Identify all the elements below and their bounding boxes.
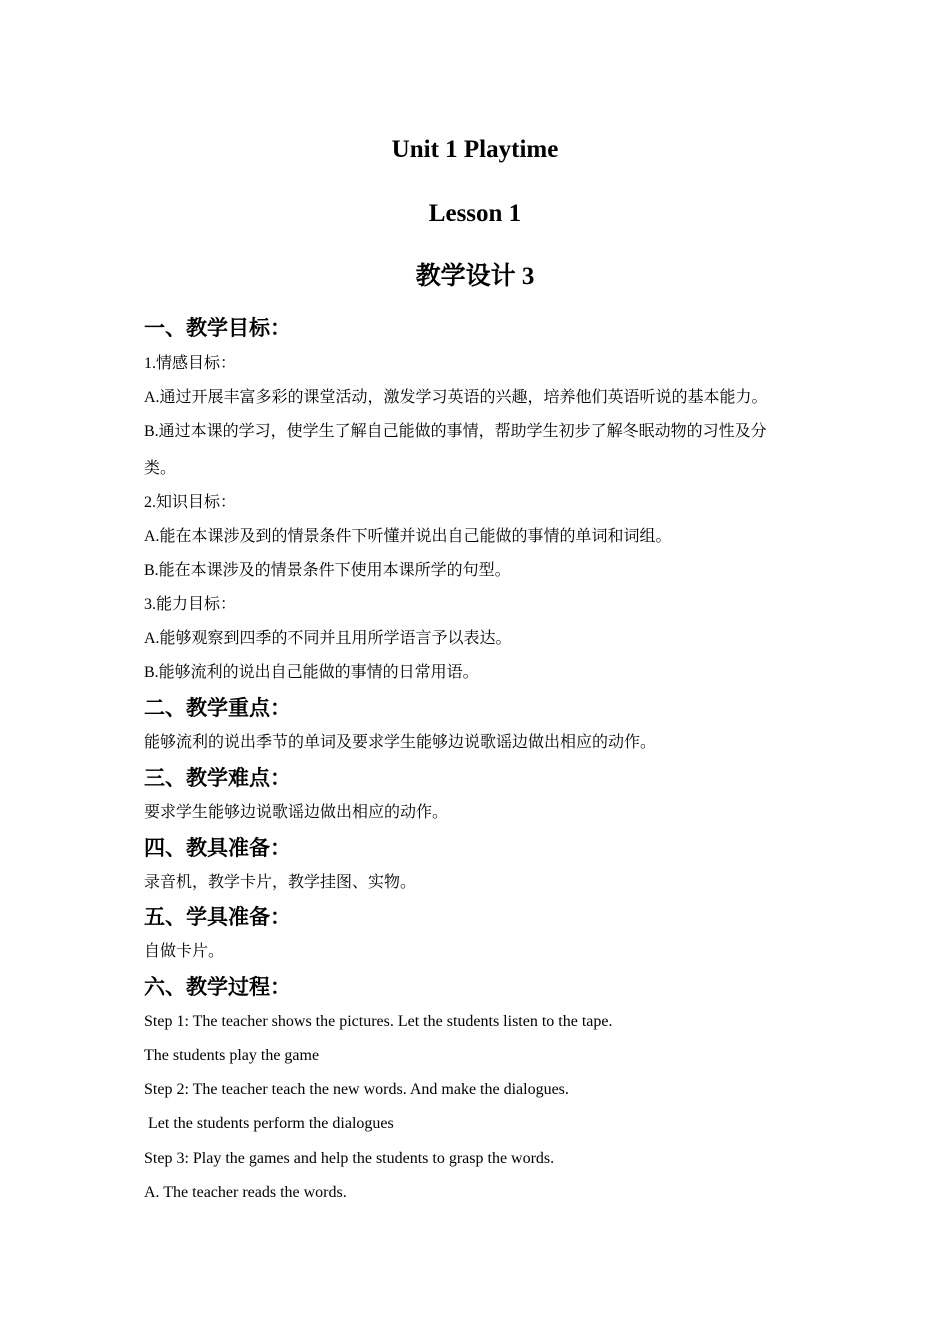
emotion-goal-a: A.通过开展丰富多彩的课堂活动，激发学习英语的兴趣，培养他们英语听说的基本能力。	[144, 389, 768, 406]
section-heading-objectives: 一、教学目标：	[144, 316, 291, 340]
process-step-2-detail: Let the students perform the dialogues	[144, 1115, 394, 1132]
unit-title: Unit 1 Playtime	[391, 136, 559, 163]
knowledge-goal-label: 2.知识目标：	[144, 494, 237, 511]
section-heading-key-points: 二、教学重点：	[144, 696, 291, 720]
knowledge-goal-b: B.能在本课涉及的情景条件下使用本课所学的句型。	[144, 562, 511, 579]
design-title: 教学设计 3	[415, 263, 535, 290]
process-step-1-detail: The students play the game	[144, 1047, 320, 1064]
process-step-3-a: A. The teacher reads the words.	[144, 1184, 347, 1201]
emotion-goal-b-line2: 类。	[144, 460, 177, 477]
teaching-aids-text: 录音机，教学卡片，教学挂图、实物。	[144, 874, 417, 891]
key-points-text: 能够流利的说出季节的单词及要求学生能够边说歌谣边做出相应的动作。	[144, 734, 657, 751]
ability-goal-b: B.能够流利的说出自己能做的事情的日常用语。	[144, 664, 479, 681]
knowledge-goal-a: A.能在本课涉及到的情景条件下听懂并说出自己能做的事情的单词和词组。	[144, 528, 672, 545]
ability-goal-a: A.能够观察到四季的不同并且用所学语言予以表达。	[144, 630, 512, 647]
learning-aids-text: 自做卡片。	[144, 943, 225, 960]
ability-goal-label: 3.能力目标：	[144, 596, 237, 613]
section-heading-teaching-aids: 四、教具准备：	[144, 836, 291, 860]
emotion-goal-b-line1: B.通过本课的学习，使学生了解自己能做的事情，帮助学生初步了解冬眠动物的习性及分	[144, 423, 767, 440]
section-heading-difficulties: 三、教学难点：	[144, 766, 291, 790]
process-step-2: Step 2: The teacher teach the new words. And make the dialogues.	[144, 1081, 569, 1098]
process-step-3: Step 3: Play the games and help the students to grasp the words.	[144, 1150, 555, 1167]
process-step-1: Step 1: The teacher shows the pictures. Let the students listen to the tape.	[144, 1013, 613, 1030]
section-heading-learning-aids: 五、学具准备：	[144, 905, 291, 929]
emotion-goal-label: 1.情感目标：	[144, 355, 237, 372]
section-heading-process: 六、教学过程：	[144, 975, 291, 999]
difficulties-text: 要求学生能够边说歌谣边做出相应的动作。	[144, 804, 449, 821]
lesson-title: Lesson 1	[428, 200, 522, 227]
